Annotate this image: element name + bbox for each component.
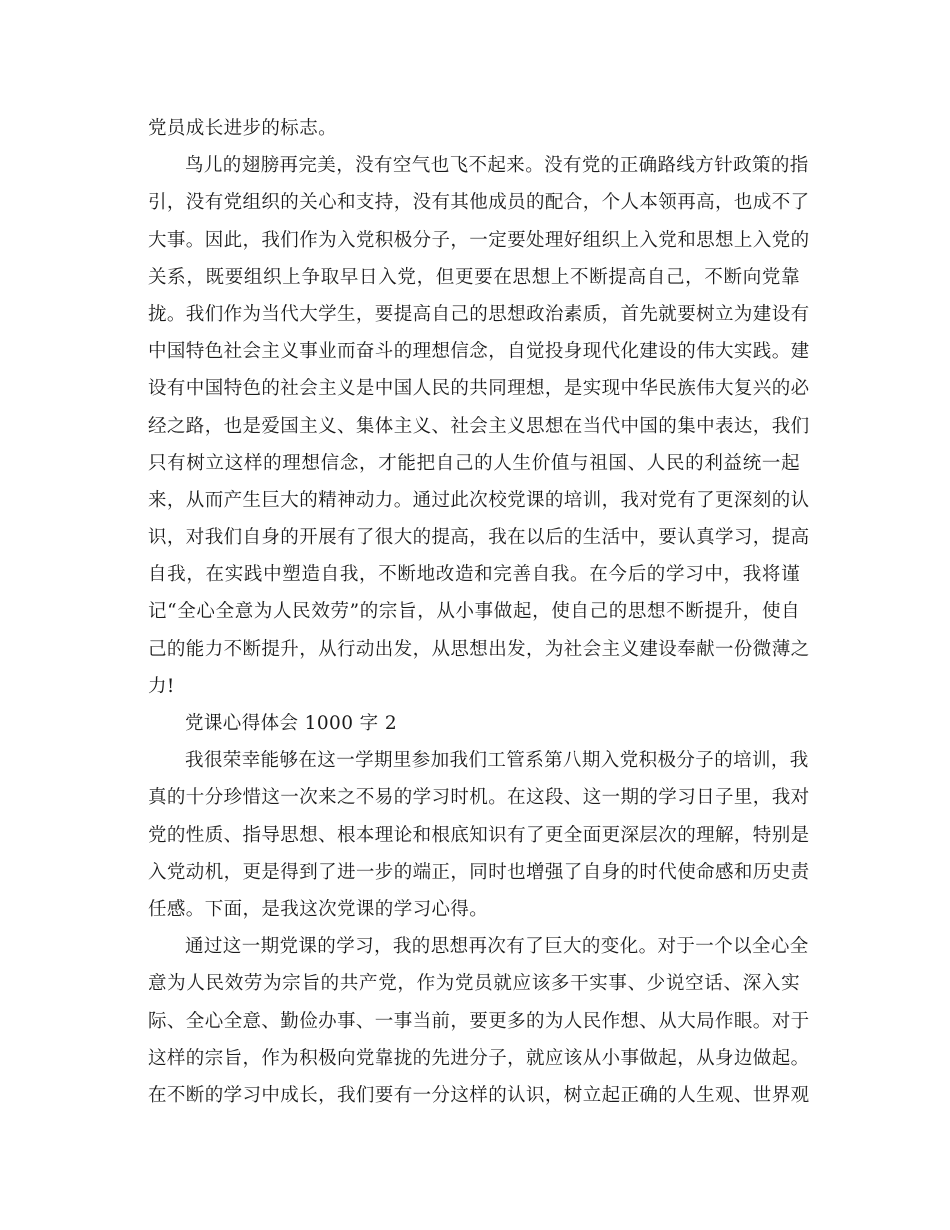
text-line: 我很荣幸能够在这一学期里参加我们工管系第八期入党积极分子的培训，我	[185, 750, 809, 772]
text-line: 党员成长进步的标志。	[148, 118, 338, 139]
text-line: 己的能力不断提升，从行动出发，从思想出发，为社会主义建设奉献一份微薄之	[148, 638, 810, 660]
document-body	[148, 110, 810, 1114]
text-line: 记“全心全意为人民效劳”的宗旨，从小事做起，使自己的思想不断提升，使自	[148, 601, 800, 623]
text-line: 意为人民效劳为宗旨的共产党，作为党员就应该多干实事、少说空话、深入实	[148, 973, 800, 995]
text-line: 真的十分珍惜这一次来之不易的学习时机。在这段、这一期的学习日子里，我对	[148, 787, 810, 809]
text-line: 际、全心全意、勤俭办事、一事当前，要更多的为人民作想、从大局作眼。对于	[148, 1010, 810, 1032]
text-line: 拢。我们作为当代大学生，要提高自己的思想政治素质，首先就要树立为建设有	[148, 303, 810, 325]
text-line: 自我，在实践中塑造自我，不断地改造和完善自我。在今后的学习中，我将谨	[148, 564, 800, 586]
text-line: 只有树立这样的理想信念，才能把自己的人生价值与祖国、人民的利益统一起	[148, 452, 800, 474]
text-line: 关系，既要组织上争取早日入党，但更要在思想上不断提高自己，不断向党靠	[148, 266, 800, 288]
text-line: 力!	[148, 675, 175, 697]
text-line: 大事。因此，我们作为入党积极分子，一定要处理好组织上入党和思想上入党的	[148, 229, 810, 251]
text-line: 来，从而产生巨大的精神动力。通过此次校党课的培训，我对党有了更深刻的认	[148, 489, 810, 511]
text-line: 中国特色社会主义事业而奋斗的理想信念，自觉投身现代化建设的伟大实践。建	[148, 341, 810, 363]
text-line: 设有中国特色的社会主义是中国人民的共同理想，是实现中华民族伟大复兴的必	[148, 378, 810, 400]
text-line: 入党动机，更是得到了进一步的端正，同时也增强了自身的时代使命感和历史责	[148, 861, 810, 883]
text-line: 任感。下面，是我这次党课的学习心得。	[148, 898, 489, 920]
text-line: 经之路，也是爱国主义、集体主义、社会主义思想在当代中国的集中表达，我们	[148, 415, 810, 437]
text-line: 这样的宗旨，作为积极向党靠拢的先进分子，就应该从小事做起，从身边做起。	[148, 1047, 810, 1069]
text-line: 识，对我们自身的开展有了很大的提高，我在以后的生活中，要认真学习，提高	[148, 527, 810, 549]
text-line: 鸟儿的翅膀再完美，没有空气也飞不起来。没有党的正确路线方针政策的指	[185, 155, 809, 177]
text-line: 通过这一期党课的学习，我的思想再次有了巨大的变化。对于一个以全心全	[185, 936, 809, 958]
text-line: 在不断的学习中成长，我们要有一分这样的认识，树立起正确的人生观、世界观	[148, 1084, 810, 1106]
text-line: 党课心得体会 1000 字 2	[185, 713, 397, 734]
text-line: 党的性质、指导思想、根本理论和根底知识有了更全面更深层次的理解，特别是	[148, 824, 810, 846]
text-line: 引，没有党组织的关心和支持，没有其他成员的配合，个人本领再高，也成不了	[148, 192, 810, 214]
